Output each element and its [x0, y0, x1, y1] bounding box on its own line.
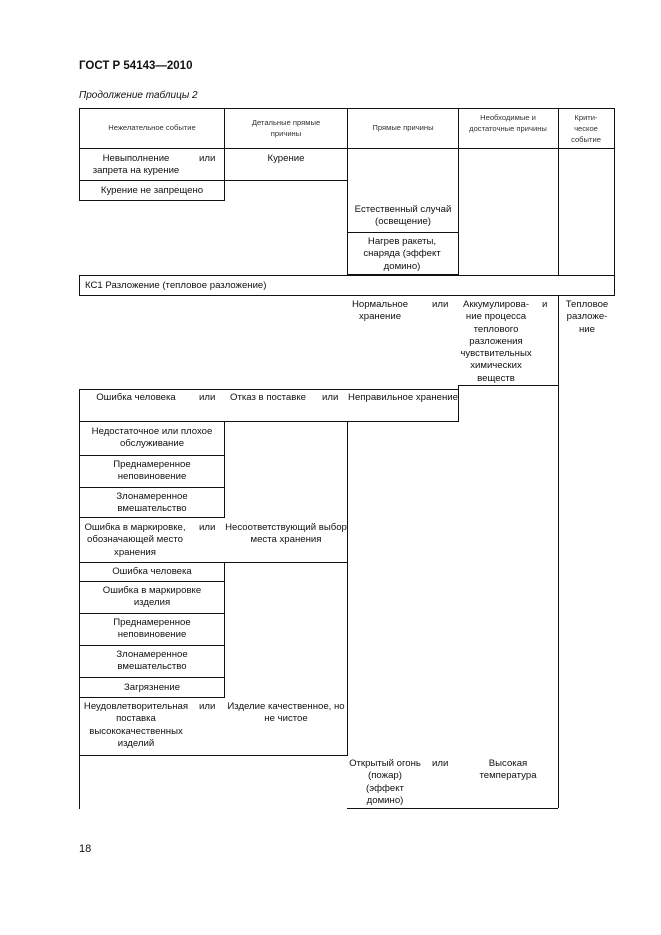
column-header-necessary-sufficient-causes: Необходимые и достаточные причины	[469, 113, 547, 133]
page-number: 18	[79, 843, 92, 855]
cell-marking-error-place: Ошибка в маркировке, обозначающей место хранения	[84, 522, 186, 558]
cell-intentional-misconduct-2: Преднамеренное неповиновение	[113, 617, 191, 641]
table-continuation-caption: Продолжение таблицы 2	[79, 90, 198, 101]
column-header-undesired-event: Нежелательное событие	[108, 123, 196, 132]
cell-supply-failure: Отказ в поставке	[230, 392, 307, 403]
gate-or: или	[199, 701, 216, 712]
cell-normal-storage: Нормальное хранение	[351, 299, 409, 323]
cell-malicious-interference-2: Злонамеренное вмешательство	[116, 649, 188, 673]
column-header-detailed-direct-causes: Детальные прямые причины	[251, 118, 321, 138]
cell-wrong-storage-place: Несоответствующий выбор места хранения	[225, 522, 347, 546]
gate-or: или	[199, 153, 216, 164]
cell-unsatisfactory-supply: Неудовлетворительная поставка высококачественных изделий	[83, 701, 189, 749]
cell-smoking: Курение	[267, 153, 305, 164]
gate-or: или	[432, 299, 449, 310]
cell-improper-storage: Неправильное хранение	[348, 392, 458, 403]
cell-smoking-not-prohibited: Курение не запрещено	[100, 185, 204, 196]
cell-human-error-2: Ошибка человека	[112, 566, 192, 577]
cell-non-fulfilment: Невыполнение запрета на курение	[92, 153, 180, 177]
gate-or: или	[199, 522, 216, 533]
cell-natural-case: Естественный случай (освещение)	[354, 204, 452, 228]
column-header-direct-causes: Прямые причины	[372, 123, 434, 132]
cell-rocket-heating: Нагрев ракеты, снаряда (эффект домино)	[363, 236, 441, 272]
cell-accumulation: Аккумулирование процесса теплового разложения чувствительных химических веществ	[460, 299, 532, 384]
section-header-ks1: КС1 Разложение (тепловое разложение)	[85, 280, 267, 291]
gate-or: или	[199, 392, 216, 403]
cell-high-temperature: Высокая температура	[479, 758, 537, 782]
column-header-critical-event: Критическое событие	[571, 113, 601, 144]
gate-and: и	[542, 299, 548, 310]
cell-quality-not-clean: Изделие качественное, но не чистое	[227, 701, 345, 725]
cell-marking-error-product: Ошибка в маркировке изделия	[102, 585, 202, 609]
gate-or: или	[322, 392, 339, 403]
cell-open-fire: Открытый огонь (пожар) (эффект домино)	[349, 758, 421, 806]
cell-malicious-interference: Злонамеренное вмешательство	[116, 491, 188, 515]
cell-contamination: Загрязнение	[123, 682, 181, 693]
gate-or: или	[432, 758, 449, 769]
cell-thermal-decomposition: Тепловое разложение	[565, 299, 609, 335]
cell-poor-maintenance: Недостаточное или плохое обслуживание	[91, 426, 213, 450]
document-title: ГОСТ Р 54143—2010	[79, 60, 193, 72]
cell-human-error: Ошибка человека	[96, 392, 176, 403]
cell-intentional-misconduct: Преднамеренное неповиновение	[113, 459, 191, 483]
